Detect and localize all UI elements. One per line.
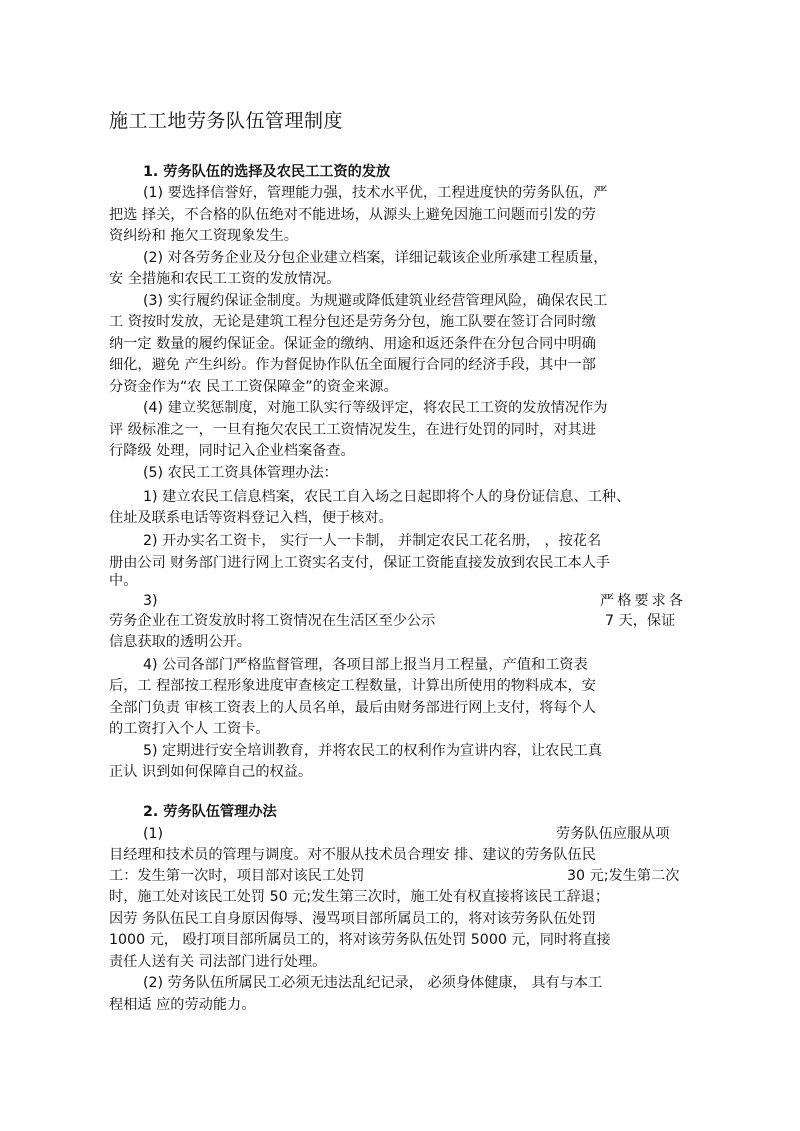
paragraph-line: 因劳 务队伍民工自身原因侮辱、漫骂项目部所属员工的，将对该劳务队伍处罚 — [109, 911, 596, 927]
paragraph-line: 的工资打入个人 工资卡。 — [109, 721, 270, 737]
paragraph-line: 4) 公司各部门严格监督管理，各项目部上报当月工程量，产值和工资表 — [143, 657, 588, 673]
paragraph-line: 住址及联系电话等资料登记入档，便于核对。 — [109, 510, 393, 526]
paragraph-line: (1) 要选择信誉好，管理能力强，技术水平优，工程进度快的劳务队伍，严 — [143, 185, 608, 201]
paragraph-line: 安 全措施和农民工工资的发放情况。 — [109, 271, 341, 287]
paragraph-line: (4) 建立奖惩制度，对施工队实行等级评定，将农民工工资的发放情况作为 — [143, 400, 608, 416]
paragraph-line: 把选 择关，不合格的队伍绝对不能进场，从源头上避免因施工问题而引发的劳 — [109, 207, 596, 223]
item-number: 3) — [143, 593, 158, 609]
paragraph-line: 程相适 应的劳动能力。 — [109, 997, 256, 1013]
paragraph-line: (2) 劳务队伍所属民工必须无违法乱纪记录， 必须身体健康， 具有与本工 — [143, 975, 603, 991]
paragraph-line: 行降级 处理，同时记入企业档案备查。 — [109, 443, 355, 459]
item-number: (1) — [143, 826, 164, 842]
document-title: 施工工地劳务队伍管理制度 — [109, 110, 344, 132]
section-1-heading: 1. 劳务队伍的选择及农民工工资的发放 — [143, 164, 391, 180]
paragraph-line: 工 资按时发放，无论是建筑工程分包还是劳务分包，施工队要在签订合同时缴 — [109, 314, 596, 330]
paragraph-line: 劳务企业在工资发放时将工资情况在生活区至少公示 — [109, 613, 436, 629]
paragraph-line: 2) 开办实名工资卡， 实行一人一卡制， 并制定农民工花名册， ，按花名 — [143, 533, 602, 549]
paragraph-line: 责任人送有关 司法部门进行处理。 — [109, 954, 327, 970]
paragraph-line: 评 级标准之一，一旦有拖欠农民工工资情况发生，在进行处罚的同时，对其进 — [109, 422, 596, 438]
paragraph-line: 资纠纷和 拖欠工资现象发生。 — [109, 228, 298, 244]
paragraph-line: 5) 定期进行安全培训教育，并将农民工的权利作为宣讲内容，让农民工真 — [143, 743, 602, 759]
paragraph-line: 目经理和技术员的管理与调度。对不服从技术员合理安 排、建议的劳务队伍民 — [109, 847, 596, 863]
paragraph-line: 30 元;发生第二次 — [567, 868, 680, 884]
paragraph-line: 分资金作为“农 民工工资保障金”的资金来源。 — [109, 379, 398, 395]
paragraph-line: 信息获取的透明公开。 — [109, 634, 251, 650]
paragraph-line: 册由公司 财务部门进行网上工资实名支付，保证工资能直接发放到农民工本人手 — [109, 555, 611, 571]
paragraph-line: 后，工 程部按工程形象进度审查核定工程数量，计算出所使用的物料成本，安 — [109, 678, 596, 694]
paragraph-line: 工：发生第一次时，项目部对该民工处罚 — [109, 868, 365, 884]
paragraph-line: 中。 — [109, 573, 138, 589]
paragraph-line: (2) 对各劳务企业及分包企业建立档案，详细记载该企业所承建工程质量， — [143, 250, 608, 266]
paragraph-line: 劳务队伍应服从项 — [556, 826, 670, 842]
paragraph-line: 1000 元， 殴打项目部所属员工的，将对该劳务队伍处罚 5000 元，同时将直接 — [109, 932, 611, 948]
section-2-heading: 2. 劳务队伍管理办法 — [143, 804, 277, 820]
paragraph-line: 1) 建立农民工信息档案，农民工自入场之日起即将个人的身份证信息、工种、 — [143, 489, 631, 505]
paragraph-line: 7 天，保证 — [605, 613, 676, 629]
paragraph-line: 正认 识到如何保障自己的权益。 — [109, 764, 313, 780]
paragraph-line: (3) 实行履约保证金制度。为规避或降低建筑业经营管理风险，确保农民工 — [143, 293, 608, 309]
paragraph-line: 纳一定 数量的履约保证金。保证金的缴纳、用途和返还条件在分包合同中明确 — [109, 336, 596, 352]
paragraph-line: 细化，避免 产生纠纷。作为督促协作队伍全面履行合同的经济手段，其中一部 — [109, 357, 596, 373]
paragraph-line: 严格要求各 — [600, 593, 686, 609]
paragraph-line: (5) 农民工工资具体管理办法： — [143, 465, 338, 481]
paragraph-line: 时，施工处对该民工处罚 50 元;发生第三次时，施工处有权直接将该民工辞退； — [109, 889, 610, 905]
paragraph-line: 全部门负责 审核工资表上的人员名单，最后由财务部进行网上支付，将每个人 — [109, 700, 596, 716]
